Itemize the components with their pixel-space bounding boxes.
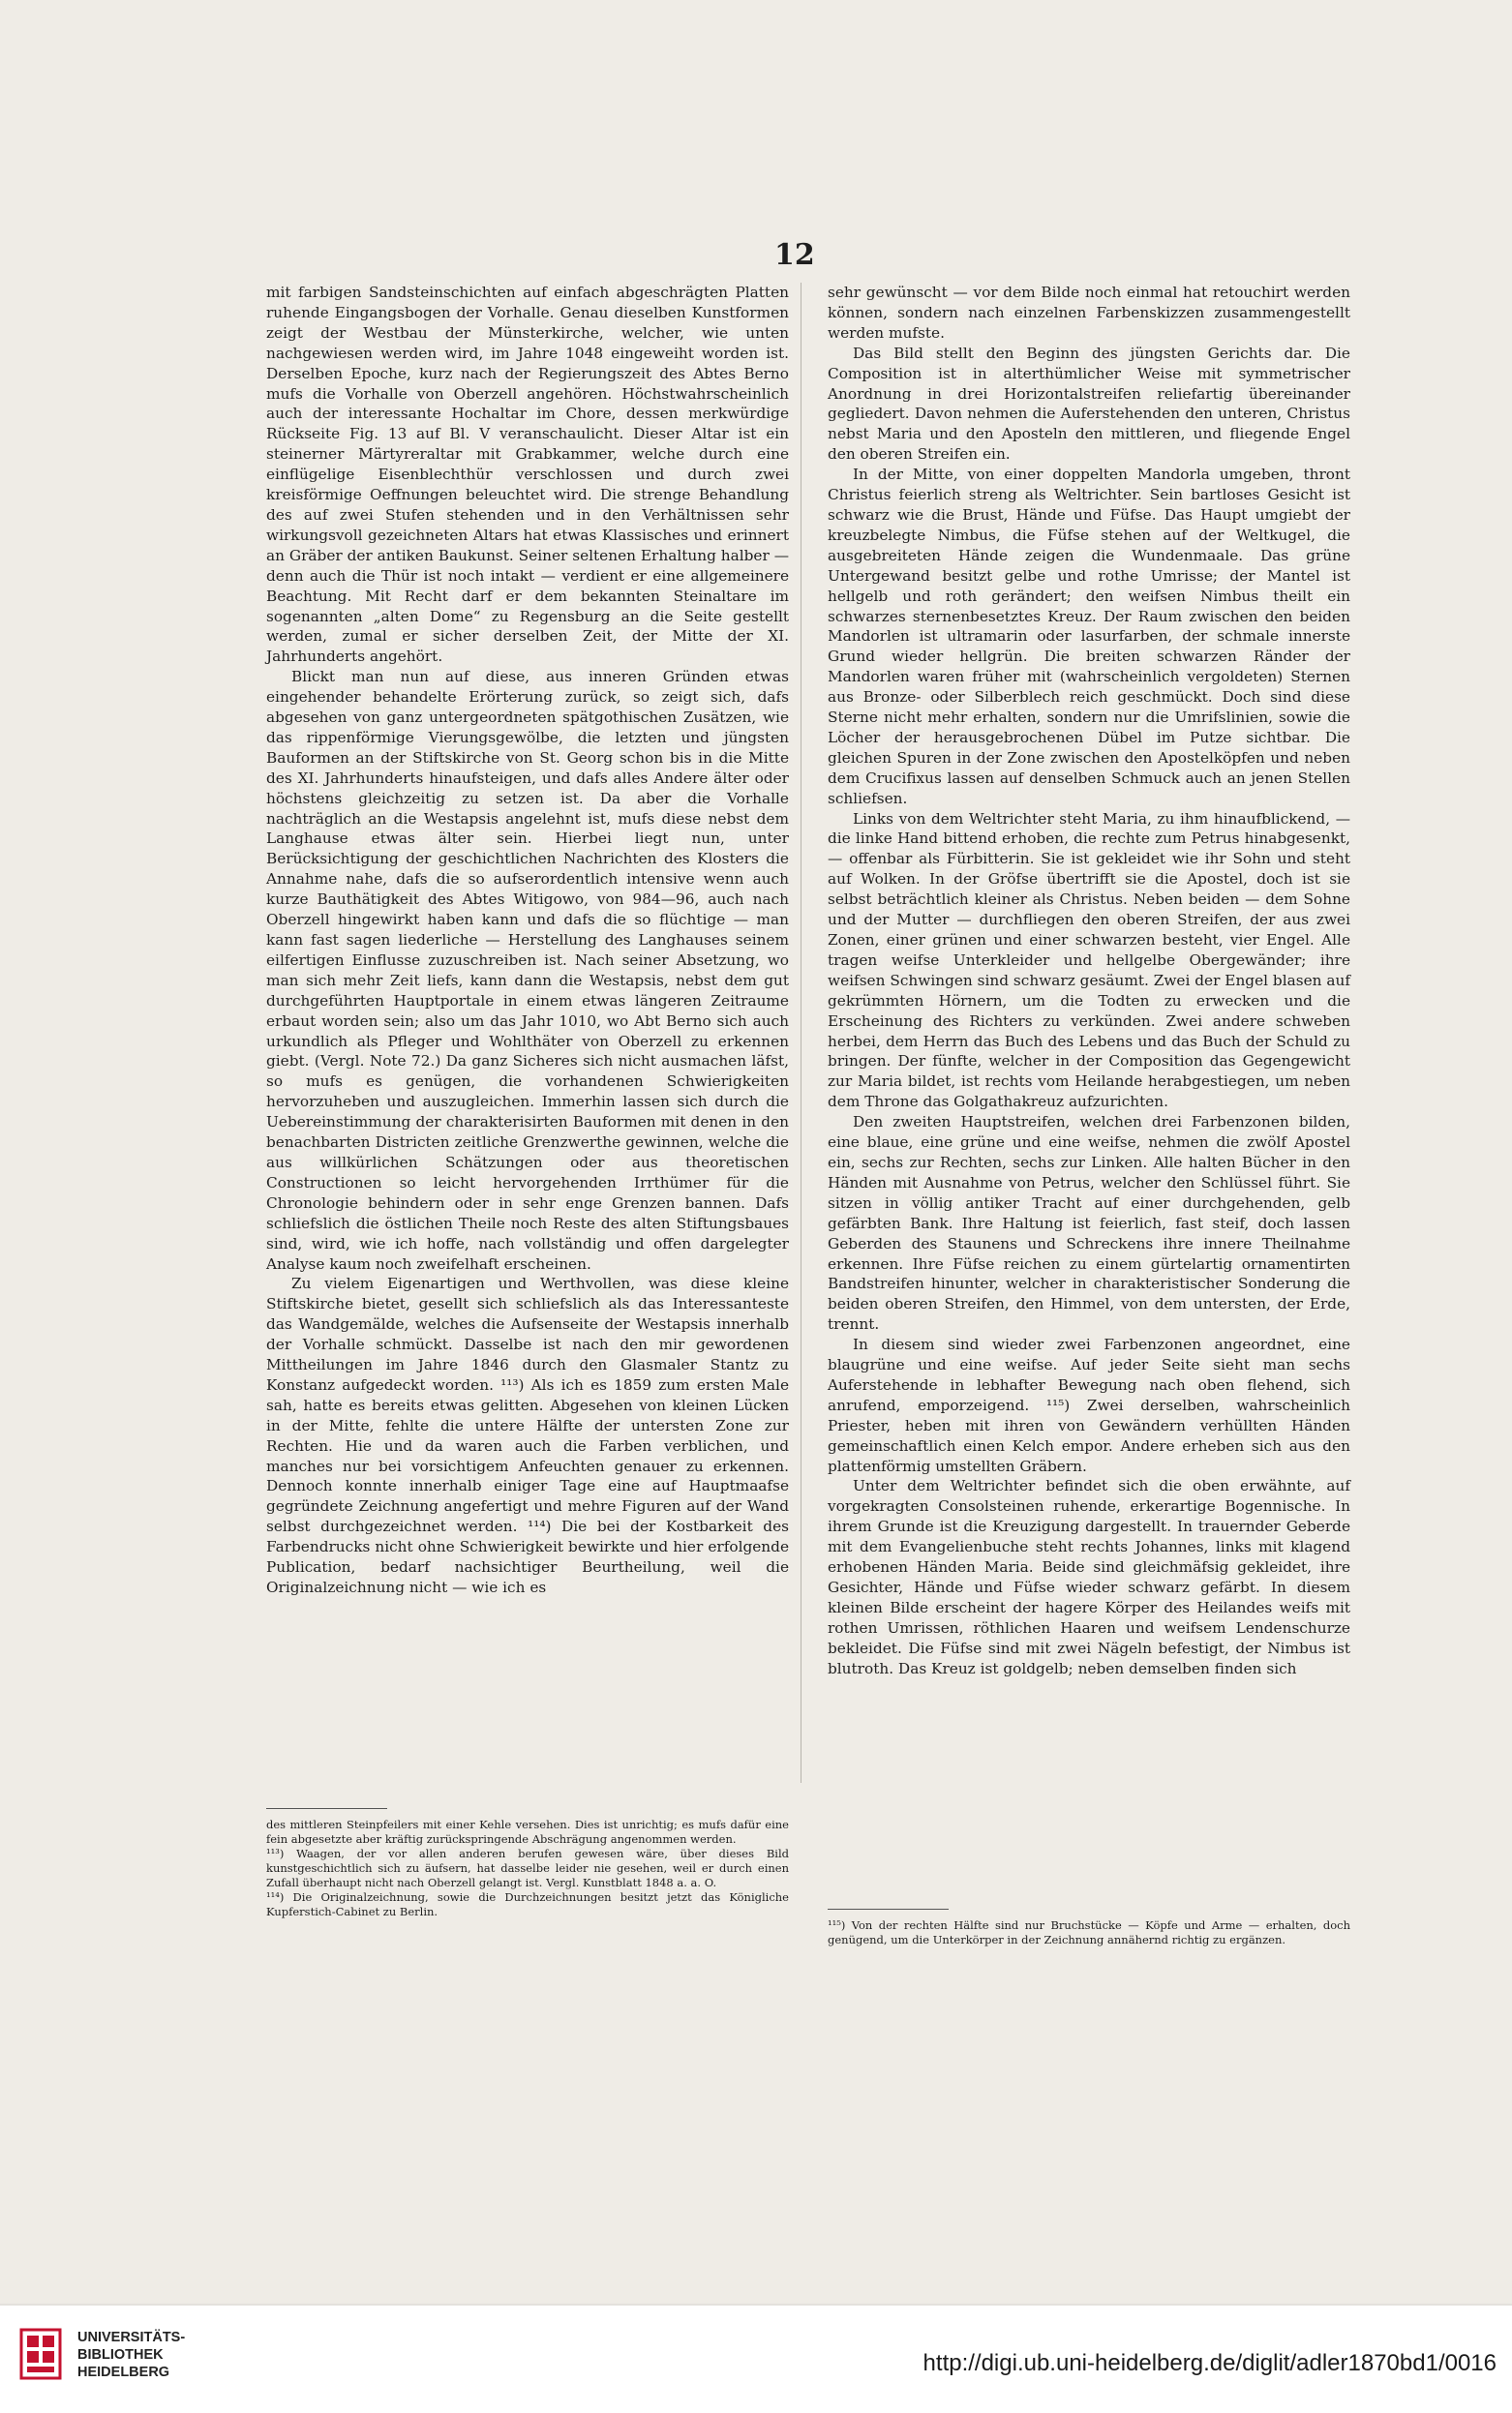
right-footnotes [828, 1918, 1350, 1947]
footnote: des mittleren Steinpfeilers mit einer Kehle versehen. Dies ist unrichtig; es mufs dafür eine fein abgesetzte aber kräftig zurückspringende Abschrägung angenommen werden. [266, 1818, 789, 1846]
paragraph: sehr gewünscht — vor dem Bilde noch einmal hat retouchirt werden können, sondern nach einzelnen Farbenskizzen zusammengestellt werden mufste. [828, 284, 1350, 342]
page-number: 12 [774, 238, 815, 272]
paragraph: mit farbigen Sandsteinschichten auf einfach abgeschrägten Platten ruhende Eingangsbogen der Vorhalle. Genau dieselben Kunstformen zeigt der Westbau der Münsterkirche, welcher, wie unten nachgewiesen werden wird, im Jahre 1048 eingeweiht worden ist. Derselben Epoche, kurz nach der Regierungszeit des Abtes Berno mufs die Vorhalle von Oberzell angehören. Höchstwahrscheinlich auch der interessante Hochaltar im Chore, dessen merkwürdige Rückseite Fig. 13 auf Bl. V veranschaulicht. Dieser Altar ist ein steinerner Märtyreraltar mit Grabkammer, welche durch eine einflügelige Eisenblechthür verschlossen und durch zwei kreisförmige Oeffnungen beleuchtet wird. Die strenge Behandlung des auf zwei Stufen stehenden und in den Verhältnissen sehr wirkungsvoll gezeichneten Altars hat etwas Klassisches und erinnert an Gräber der antiken Baukunst. Seiner seltenen Erhaltung halber — denn auch die Thür ist noch intakt — verdient er eine allgemeinere Beachtung. Mit Recht darf er dem bekannten Steinaltare im sogenannten „alten Dome“ zu Regensburg an die Seite gestellt werden, zumal er sicher derselben Zeit, der Mitte der XI. Jahrhunderts angehört. [266, 284, 789, 666]
footnote: ¹¹⁵) Von der rechten Hälfte sind nur Bruchstücke — Köpfe und Arme — erhalten, doch genügend, um die Unterkörper in der Zeichnung annähernd richtig zu ergänzen. [828, 1918, 1350, 1946]
library-logo-text[interactable] [77, 2329, 185, 2381]
paragraph: Blickt man nun auf diese, aus inneren Gründen etwas eingehender behandelte Erörterung zurück, so zeigt sich, dafs abgesehen von ganz untergeordneten spätgothischen Zusätzen, wie das rippenförmige Vierungsgewölbe, die letzten und jüngsten Bauformen an der Stiftskirche von St. Georg schon bis in die Mitte des XI. Jahrhunderts hinaufsteigen, und dafs alles Andere älter oder höchstens gleichzeitig zu setzen ist. Da aber die Vorhalle nachträglich an die Westapsis angelehnt ist, mufs diese nebst dem Langhause etwas älter sein. Hierbei liegt nun, unter Berücksichtigung der geschichtlichen Nachrichten des Klosters die Annahme nahe, dafs die so aufserordentlich intensive wenn auch kurze Bauthätigkeit des Abtes Witigowo, von 984—96, auch nach Oberzell hingewirkt haben kann und dafs die so flüchtige — man kann fast sagen liederliche — Herstellung des Langhauses seinem eilfertigen Einflusse zuzuschreiben ist. Nach seiner Absetzung, wo man sich mehr Zeit liefs, kann dann die Westapsis, nebst dem gut durchgeführten Hauptportale in einem etwas längeren Zeitraume erbaut worden sein; also um das Jahr 1010, wo Abt Berno sich auch urkundlich als Pfleger und Wohlthäter von Oberzell zu erkennen giebt. (Vergl. Note 72.) Da ganz Sicheres sich nicht ausmachen läfst, so mufs es genügen, die vorhandenen Schwierigkeiten hervorzuheben und auszugleichen. Immerhin lassen sich durch die Uebereinstimmung der charakterisirten Bauformen mit denen in den benachbarten Districten zeitliche Grenzwerthe gewinnen, welche die aus willkürlichen Schätzungen oder aus theoretischen Constructionen so leicht hervorgehenden Irrthümer für die Chronologie behindern oder in sehr enge Grenzen bannen. Dafs schliefslich die östlichen Theile noch Reste des alten Stiftungsbaues sind, wird, wie ich hoffe, nach vollständig und offen dargelegter Analyse kaum noch zweifelhaft erscheinen. [266, 668, 789, 1273]
footnote-rule [266, 1808, 387, 1809]
permalink-url[interactable]: http://digi.ub.uni-heidelberg.de/diglit/adler1870bd1/0016 [922, 2350, 1497, 2376]
paragraph: Zu vielem Eigenartigen und Werthvollen, was diese kleine Stiftskirche bietet, gesellt sich schliefslich als das Interessanteste das Wandgemälde, welches die Aufsenseite der Westapsis innerhalb der Vorhalle schmückt. Dasselbe ist nach den mir gewordenen Mittheilungen im Jahre 1846 durch den Glasmaler Stantz zu Konstanz aufgedeckt worden. ¹¹³) Als ich es 1859 zum ersten Male sah, hatte es bereits etwas gelitten. Abgesehen von kleinen Lücken in der Mitte, fehlte die untere Hälfte der untersten Zone zur Rechten. Hie und da waren auch die Farben verblichen, und manches nur bei vorsichtigem Anfeuchten genauer zu erkennen. Dennoch konnte innerhalb einiger Tage eine auf Hauptmaafse gegründete Zeichnung angefertigt und mehre Figuren auf der Wand selbst durchgezeichnet werden. ¹¹⁴) Die bei der Kostbarkeit des Farbendrucks nicht ohne Schwierigkeit bewirkte und hier erfolgende Publication, bedarf nachsichtiger Beurtheilung, weil die Originalzeichnung nicht — wie ich es [266, 1275, 789, 1596]
right-column [828, 283, 1350, 1679]
paragraph: Unter dem Weltrichter befindet sich die oben erwähnte, auf vorgekragten Consolsteinen ruhende, erkerartige Bogennische. In ihrem Grunde ist die Kreuzigung dargestellt. In trauernder Geberde mit dem Evangelienbuche steht rechts Johannes, links mit klagend erhobenen Händen Maria. Beide sind gleichmäfsig gekleidet, ihre Gesichter, Hände und Füfse wieder schwarz gefärbt. In diesem kleinen Bilde erscheint der hagere Körper des Heilandes weifs mit rothen Umrissen, röthlichen Haaren und weifsem Lendenschurze bekleidet. Die Füfse sind mit zwei Nägeln befestigt, der Nimbus ist blutroth. Das Kreuz ist goldgelb; neben demselben finden sich [828, 1477, 1350, 1677]
paragraph: Links von dem Weltrichter steht Maria, zu ihm hinaufblickend, — die linke Hand bittend erhoben, die rechte zum Petrus hinabgesenkt, — offenbar als Fürbitterin. Sie ist gekleidet wie ihr Sohn und steht auf Wolken. In der Gröfse übertrifft sie die Apostel, doch ist sie selbst beträchtlich kleiner als Christus. Neben beiden — dem Sohne und der Mutter — durchfliegen den oberen Streifen, der aus zwei Zonen, einer grünen und einer schwarzen besteht, vier Engel. Alle tragen weifse Unterkleider und hellgelbe Obergewänder; ihre weifsen Schwingen sind schwarz gesäumt. Zwei der Engel blasen auf gekrümmten Hörnern, um die Todten zu erwecken und die Erscheinung des Richters zu verkünden. Zwei andere schweben herbei, dem Herrn das Buch des Lebens und das Buch der Schuld zu bringen. Der fünfte, welcher in der Composition das Gegengewicht zur Maria bildet, ist rechts vom Heilande herabgestiegen, um neben dem Throne das Golgathakreuz aufzurichten. [828, 809, 1350, 1111]
footnote: ¹¹⁴) Die Originalzeichnung, sowie die Durchzeichnungen besitzt jetzt das Königliche Kupferstich-Cabinet zu Berlin. [266, 1890, 789, 1918]
left-column [266, 283, 789, 1598]
logo-line: BIBLIOTHEK [77, 2347, 164, 2363]
left-footnotes [266, 1818, 789, 1919]
logo-line: UNIVERSITÄTS- [77, 2330, 186, 2345]
logo-line: HEIDELBERG [77, 2365, 170, 2380]
university-library-logo-icon[interactable] [19, 2328, 62, 2380]
paragraph: In der Mitte, von einer doppelten Mandorla umgeben, thront Christus feierlich streng als Weltrichter. Sein bartloses Gesicht ist schwarz wie die Brust, Hände und Füfse. Das Haupt umgiebt der kreuzbelegte Nimbus, die Füfse stehen auf der Weltkugel, die ausgebreiteten Hände zeigen die Wundenmaale. Das grüne Untergewand besitzt gelbe und rothe Umrisse; der Mantel ist hellgelb und roth gerändert; den weifsen Nimbus theilt ein schwarzes sternenbesetztes Kreuz. Der Raum zwischen den beiden Mandorlen ist ultramarin oder lasurfarben, der schmale innerste Grund wieder hellgrün. Die breiten schwarzen Ränder der Mandorlen waren früher mit (wahrscheinlich vergoldeten) Sternen aus Bronze- oder Silberblech reich geschmückt. Doch sind diese Sterne nicht mehr erhalten, sondern nur die Umrifslinien, sowie die Löcher der herausgebrochenen Dübel im Putze sichtbar. Die gleichen Spuren in der Zone zwischen den Apostelköpfen und neben dem Crucifixus lassen auf denselben Schmuck auch an jenen Stellen schliefsen. [828, 466, 1350, 807]
paragraph: Das Bild stellt den Beginn des jüngsten Gerichts dar. Die Composition ist in alterthümlicher Weise mit symmetrischer Anordnung in drei Horizontalstreifen reliefartig übereinander gegliedert. Davon nehmen die Auferstehenden den unteren, Christus nebst Maria und den Aposteln den mittleren, und fliegende Engel den oberen Streifen ein. [828, 344, 1350, 464]
footnote: ¹¹³) Waagen, der vor allen anderen berufen gewesen wäre, über dieses Bild kunstgeschichtlich sich zu äufsern, hat dasselbe leider nie gesehen, weil er durch einen Zufall überhaupt nicht nach Oberzell gelangt ist. Vergl. Kunstblatt 1848 a. a. O. [266, 1847, 789, 1889]
paragraph: Den zweiten Hauptstreifen, welchen drei Farbenzonen bilden, eine blaue, eine grüne und eine weifse, nehmen die zwölf Apostel ein, sechs zur Rechten, sechs zur Linken. Alle halten Bücher in den Händen mit Ausnahme von Petrus, welcher den Schlüssel führt. Sie sitzen in völlig antiker Tracht auf einer durchgehenden, gelb gefärbten Bank. Ihre Haltung ist feierlich, fast steif, doch lassen Geberden des Staunens und Schreckens ihre innere Theilnahme erkennen. Ihre Füfse reichen zu einem gürtelartig ornamentirten Bandstreifen hinunter, welcher in charakteristischer Sonderung die beiden oberen Streifen, den Himmel, von dem untersten, der Erde, trennt. [828, 1113, 1350, 1334]
paragraph: In diesem sind wieder zwei Farbenzonen angeordnet, eine blaugrüne und eine weifse. Auf jeder Seite sieht man sechs Auferstehende in lebhafter Bewegung nach oben flehend, sich anrufend, emporzeigend. ¹¹⁵) Zwei derselben, wahrscheinlich Priester, heben mit ihren von Gewändern verhüllten Händen gemeinschaftlich einen Kelch empor. Andere erheben sich aus den plattenförmig umstellten Gräbern. [828, 1336, 1350, 1475]
footnote-rule [828, 1909, 949, 1910]
